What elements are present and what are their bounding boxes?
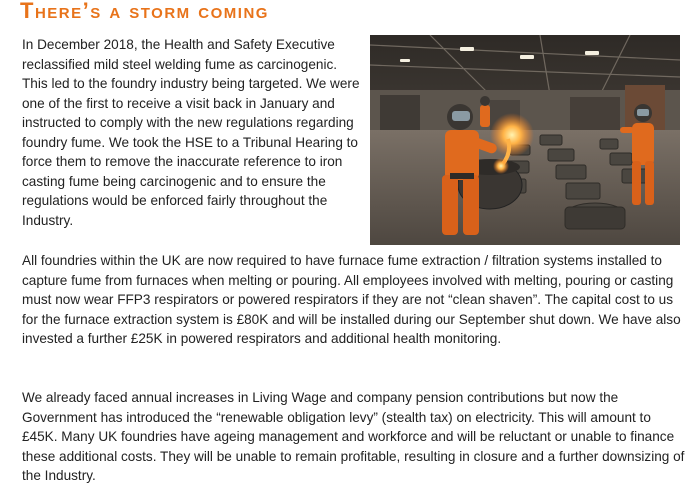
foundry-photo <box>370 35 680 245</box>
section-heading: There’s a storm coming <box>20 0 269 23</box>
paragraph-regulations: All foundries within the UK are now required to have furnace fume extraction / filtration systems installed to capture fume from furnaces when melting or pouring. All employees involved with melting, pouring or casting must now wear FFP3 respirators or powered respirators if they are not “clean shaven”. The capital cost to us for the furnace extraction system is £80K and will be installed during our September shut down. We have also invested a further £25K in powered respirators and additional health monitoring. <box>22 253 681 346</box>
paragraph-intro: In December 2018, the Health and Safety Executive reclassified mild steel welding fume as carcinogenic. This led to the foundry industry being targeted. We were one of the first to receive a visit back in January and instructed to comply with the new regulations regarding foundry fume. We took the HSE to a Tribunal Hearing to force them to remove the inaccurate reference to iron casting fume being carcinogenic and to ensure the regulations would be enforced fairly throughout the Industry. <box>22 37 360 228</box>
paragraph-costs: We already faced annual increases in Living Wage and company pension contributions but now the Government has introduced the “renewable obligation levy” (stealth tax) on electricity. This will amount to £45K. Many UK foundries have ageing management and workforce and will be reluctant or unable to finance these additional costs. They will be unable to remain profitable, resulting in closure and a further downsizing of the Industry. <box>22 390 685 483</box>
